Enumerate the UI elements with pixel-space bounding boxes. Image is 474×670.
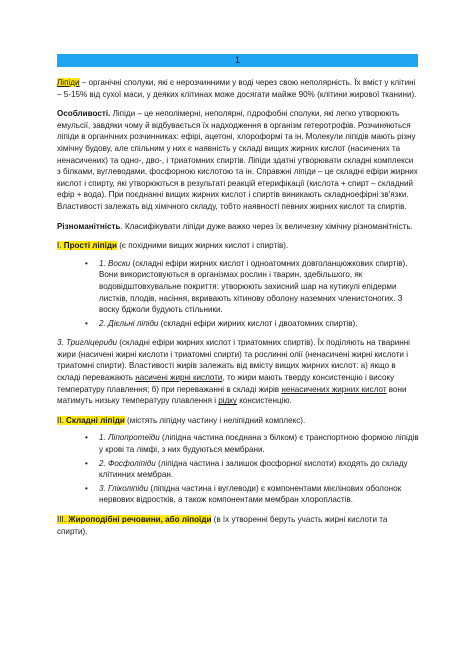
item-lead: 2. Фосфоліпіди [99,458,156,468]
unsaturated-acids-term: ненасичених жирних кислот [281,384,387,394]
item-lead: 2. Дієльні ліпіди [99,318,159,328]
page-number-banner [57,54,418,67]
triglycerides-text-3: вони матимуть низьку температуру плавлення і [57,384,407,406]
features-label: Особливості. [57,109,111,119]
features-text: Ліпіди – це неполімерні, неполярні, гідрофобні сполуки, які легко утворюють емульсії, завдяки чому й відбувається їх надходження в організм гетеротрофів. Розчиняються ліпіди в органічних розчинниках: ефірі, ацетоні, хлороформі та ін. Молекули ліпідів мають різну хімічну будову, але спільним у них є наявність у складі вищих жирних кислот (насичених та ненасичених) та одно-, дво-, і триатомних спиртів. Ліпіди здатні утворювати складні комплекси з білками, вуглеводами, фосфорною кислотою та ін. Справжні ліпіди – це складні ефіри жирних кислот і спирту, які утворюються в результаті реакцій етерифікації (кислота + спирт – складний ефір + вода). При поєднанні вищих жирних кислот і спиртів виникають складноефірні зв'язки. Властивості залежать від хімічного складу, тобто наявності певних жирних кислот та спиртів. [57,109,418,211]
list-item [99,318,419,330]
triglycerides-lead: 3. Тригліцериди [57,338,118,348]
intro-text: – органічні сполуки, які є нерозчинними у воді через свою неполярність. Їх вміст у клітині – 5-15% від сухої маси, у деяких клітинах може досягати майже 90% (клітини жирової тканини). [57,78,417,99]
diversity-text: . Класифікувати ліпіди дуже важко через їх величезну хімічну різноманітність. [120,221,413,231]
section-complex-title: Складні ліпіди [66,415,125,425]
item-text: (ліпідна частина поєднана з білком) є транспортною формою ліпідів у крові та лімфі, з них будуються мембрани. [99,433,419,455]
section-simple-title: Прості ліпіди [63,241,117,251]
list-item [99,458,419,481]
section-complex-desc: (містять ліпідну частину і неліпідний комплекс). [124,415,306,425]
section-lipoids-title: Жироподібні речовини, або ліпоїди [68,515,212,524]
complex-lipids-list [57,432,419,506]
item-text: (складні ефіри жирних кислот і одноатомних довголанцюжкових спиртів). Вони використовуються в організмах рослин і тварин, здебільшого, як водовідштовхувальне покриття: утворюють захисний шар на кутикулі епідерми листків, плодів, насіння, вкривають хітинову оболону наземних членистоногих. З воску бджоли будують стільники. [99,258,408,315]
simple-lipids-list [57,258,419,330]
section-lipoids-desc: (в їх утворенні беруть участь жирні кислоти та спирти). [57,515,388,536]
triglycerides-paragraph [57,337,419,407]
item-lead: 1. Воски [99,258,131,268]
diversity-paragraph [57,221,419,233]
section-complex-heading [57,415,419,427]
term-lipids: Ліпіди [57,78,80,87]
list-item [99,432,419,455]
intro-paragraph [57,77,419,100]
list-item [99,483,419,506]
page-number: 1 [234,55,240,65]
section-simple-number: І. [57,241,64,251]
diversity-label: Різноманітність [57,221,121,231]
section-simple-heading [57,240,419,252]
item-lead: 1. Ліпопротеїди [99,433,160,443]
document-body [57,77,419,543]
saturated-acids-term: насичені жирні кислоти [135,373,223,383]
features-paragraph [57,108,419,212]
triglycerides-text-4: консистенцію. [236,396,292,406]
section-lipoids-number: ІІІ. [57,515,69,524]
section-complex-number: ІІ. [57,415,66,425]
triglycerides-text-2: , то жири мають тверду консистенцію і високу температуру плавлення; б) при переважанні в складі жирів [57,373,395,394]
liquid-term: рідку [218,396,237,406]
item-text: (складні ефіри жирних кислот і двоатомних спиртів). [158,318,358,328]
section-simple-desc: (є похідними вищих жирних кислот і спиртів). [116,241,289,251]
item-text: (ліпідна частина і вуглеводи) є компонентами мієлінових оболонок нервових відростків, а також компонентами мембран хлоропластів. [99,483,402,505]
list-item [99,258,419,316]
item-lead: 3. Гліколіпіди [99,483,149,493]
section-lipoids-heading [57,514,419,537]
triglycerides-text-1: (складні ефіри жирних кислот і триатомних спиртів). Їх поділяють на тваринні жири (насичені жирні кислоти і триатомні спирти) та рослинні олії (ненасичені жирні кислоти і триатомні спирти). Властивості жирів залежать від вмісту вищих жирних кислот: а) якщо в складі переважають [57,338,410,383]
item-text: (ліпідна частина і залишок фосфорної кислоти) входять до складу клітинних мембран. [99,458,408,480]
